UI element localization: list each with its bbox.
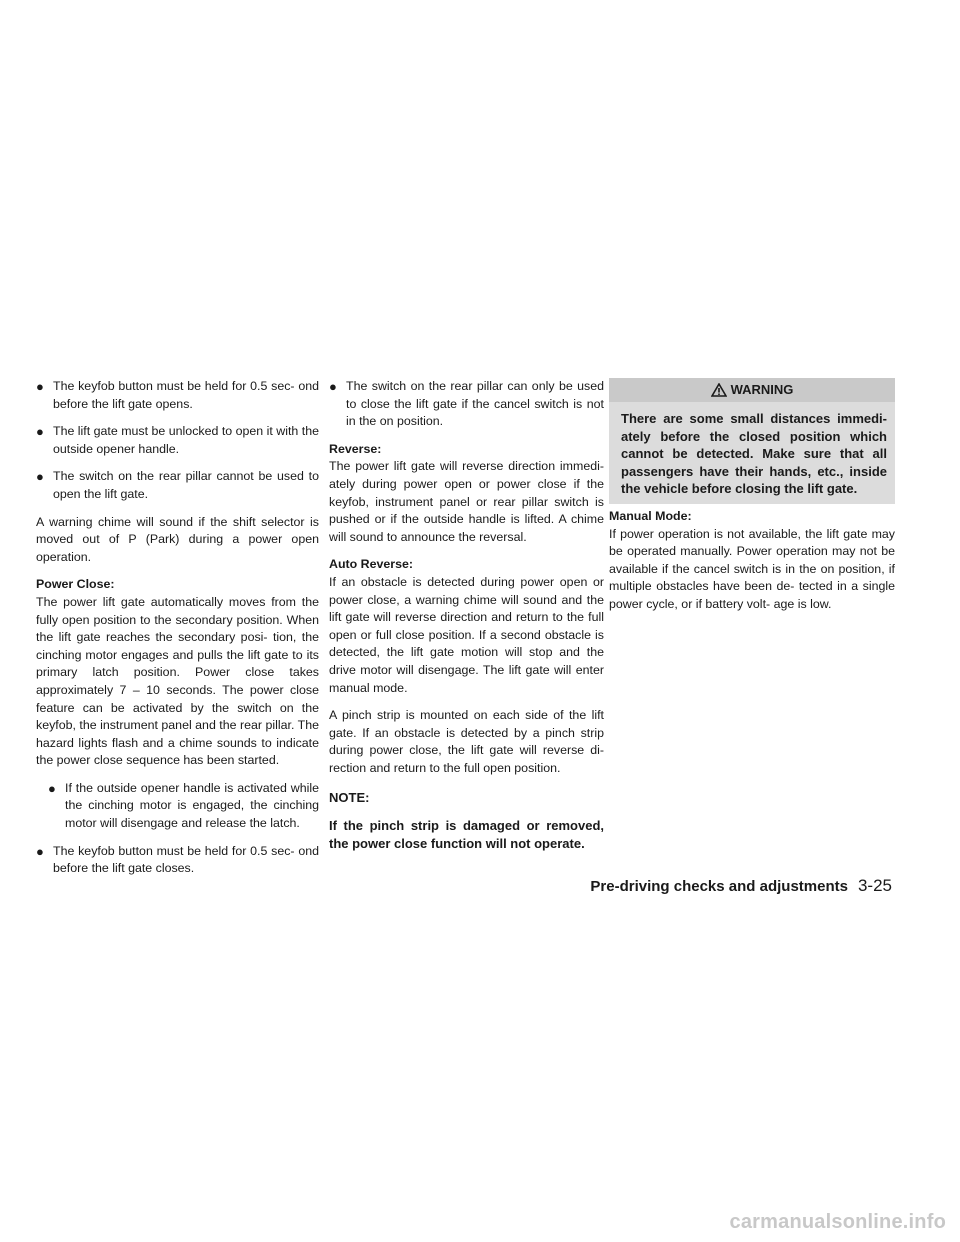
list-item: ● The switch on the rear pillar can only be used to close the lift gate if the cancel switch is not in the on position. <box>329 378 604 431</box>
column-3 <box>609 378 895 624</box>
auto-reverse-paragraph: If an obstacle is detected during power open or power close, a warning chime will sound and the lift gate will reverse direction and return to the full open or full close position. If a second obstacle is detected, the lift gate motion will stop and the drive motor will disengage. The lift gate will enter manual mode. <box>329 574 604 695</box>
list-item: ● The lift gate must be unlocked to open it with the outside opener handle. <box>36 423 319 458</box>
warning-title-bar <box>609 378 895 402</box>
section-title: Pre-driving checks and adjustments <box>590 878 848 895</box>
list-item: ● The keyfob button must be held for 0.5 sec- ond before the lift gate opens. <box>36 378 319 413</box>
warning-triangle-icon <box>711 383 727 397</box>
note-heading: NOTE: <box>329 790 370 806</box>
reverse-paragraph: The power lift gate will reverse direction immedi- ately during power open or power close if the keyfob, instrument panel or rear pillar switch is pushed or if the outside handle is lifted. A chime will sound to announce the reversal. <box>329 459 604 544</box>
note-text: If the pinch strip is damaged or removed, the power close function will not operate. <box>329 818 604 851</box>
power-close-paragraph: The power lift gate automatically moves from the fully open position to the secondary position. When the lift gate reaches the secondary posi- tion, the cinching motor engages and pulls the lift gate to its primary latch position. Power close takes approximately 7 – 10 seconds. The power close feature can be activated by the switch on the keyfob, the instrument panel and the rear pillar. The hazard lights flash and a chime sounds to indicate the power close sequence has been started. <box>36 594 319 768</box>
bullet-dot-icon: ● <box>36 469 44 485</box>
bullet-dot-icon: ● <box>36 424 44 440</box>
list-item: ● The keyfob button must be held for 0.5 sec- ond before the lift gate closes. <box>36 843 319 878</box>
manual-mode-heading: Manual Mode: <box>609 508 692 523</box>
watermark: carmanualsonline.info <box>729 1211 946 1233</box>
column-1 <box>36 378 319 888</box>
reverse-heading: Reverse: <box>329 441 382 456</box>
manual-mode-paragraph: If power operation is not available, the lift gate may be operated manually. Power operation may not be available if the cancel switch is in the on position, if multiple obstacles have been de- tected in a single power cycle, or if battery volt- age is low. <box>609 526 895 611</box>
bullet-dot-icon: ● <box>36 843 44 859</box>
warning-chime-paragraph: A warning chime will sound if the shift selector is moved out of P (Park) during a power open operation. <box>36 514 319 564</box>
list-item: ● The switch on the rear pillar cannot be used to open the lift gate. <box>36 468 319 503</box>
warning-title: WARNING <box>730 382 794 397</box>
bullet-dot-icon: ● <box>36 379 44 394</box>
bullet-dot-icon: ● <box>48 780 56 796</box>
warning-text: There are some small distances immedi- ately before the closed position which cannot be detected. Make sure that all passengers have their hands, etc., inside the vehicle before closing the lift gate. <box>621 411 887 497</box>
column-2 <box>329 378 604 852</box>
page-footer <box>590 876 892 896</box>
list-item: ● If the outside opener handle is activated while the cinching motor is engaged, the cinching motor will disengage and release the latch. <box>48 780 319 833</box>
auto-reverse-heading: Auto Reverse: <box>329 557 414 572</box>
power-close-heading: Power Close: <box>36 577 115 592</box>
pinch-strip-paragraph: A pinch strip is mounted on each side of the lift gate. If an obstacle is detected by a pinch strip during power close, the lift gate will reverse di- rection and return to the full open position. <box>329 708 604 775</box>
page-number: 3-25 <box>857 876 892 895</box>
bullet-dot-icon: ● <box>329 379 337 394</box>
warning-box <box>609 378 895 504</box>
